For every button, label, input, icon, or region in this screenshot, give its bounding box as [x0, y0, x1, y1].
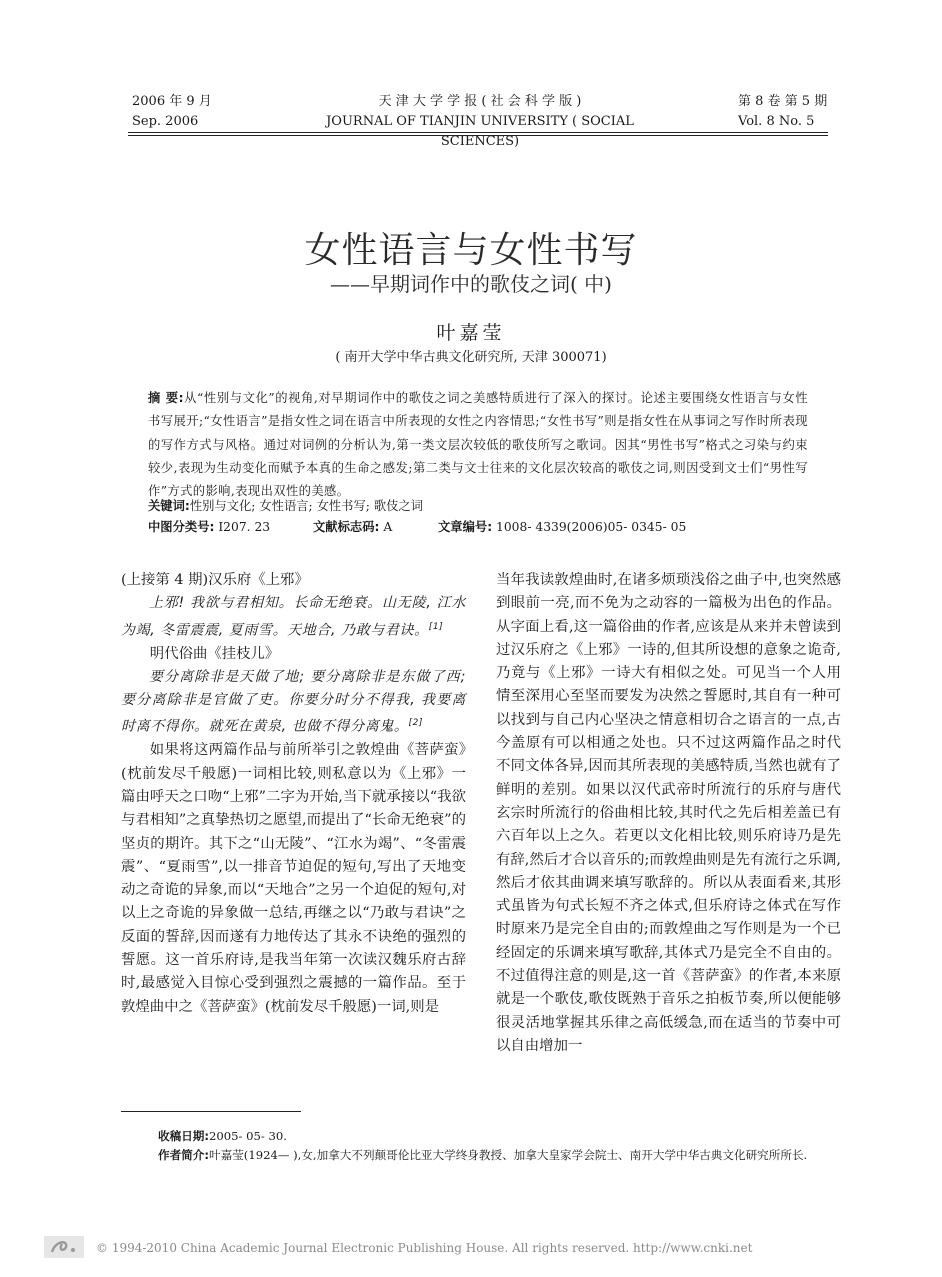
poem-shangye-text: 上邪! 我欲与君相知。长命无绝衰。山无陵, 江水为竭, 冬雷震震, 夏雨雪。天地合, 乃敢与君诀。: [121, 595, 466, 639]
citation-1: [1]: [428, 621, 444, 632]
header-date-cn: 2006 年 9 月: [132, 94, 212, 109]
poem-guazhier: [121, 666, 466, 740]
header-date-en: Sep. 2006: [132, 114, 199, 129]
document-code: [313, 517, 392, 535]
author-affiliation: ( 南开大学中华古典文化研究所, 天津 300071): [335, 350, 607, 365]
received-date: [158, 1128, 287, 1144]
keywords-label: 关键词:: [148, 499, 190, 513]
header-volume: [738, 92, 827, 132]
abstract: [148, 387, 808, 503]
received-value: 2005- 05- 30.: [209, 1129, 287, 1143]
clc-number: [148, 517, 270, 535]
clc-value: I207. 23: [218, 520, 271, 534]
article-title: 女性语言与女性书写: [304, 230, 638, 271]
header-journal-en: JOURNAL OF TIANJIN UNIVERSITY ( SOCIAL SCIENCES): [326, 114, 634, 149]
header-rule-double: [128, 135, 828, 136]
header-journal-cn: 天 津 大 学 学 报 ( 社 会 科 学 版 ): [378, 94, 582, 109]
poem-shangye: [121, 592, 466, 642]
section-heading-shangye: (上接第 4 期)汉乐府《上邪》: [121, 572, 309, 588]
header-journal: [300, 92, 660, 152]
abstract-text: 从“性别与文化”的视角,对早期词作中的歌伎之词之美感特质进行了深入的探讨。论述主要围绕女性语言与女性书写展开;“女性语言”是指女性之词在语言中所表现的女性之内容情思;“女性书写”则是指女性在从事词之写作时所表现的写作方式与风格。通过对词例的分析认为,第一类文层次较低的歌伎所写之歌词。因其“男性书写”格式之习染与约束较少,表现为生动变化而赋予本真的生命之感发;第二类与文士往来的文化层次较高的歌伎之词,则因受到文士们“男性写作”方式的影响,表现出双性的美感。: [148, 391, 808, 499]
keywords: [148, 496, 423, 514]
body-paragraph-continued: 当年我读敦煌曲时,在诸多烦琐浅俗之曲子中,也突然感到眼前一亮,而不免为之动容的一篇极为出色的作品。从字面上看,这一篇俗曲的作者,应该是从来并未曾读到过汉乐府之《上邪》一诗的,但其所设想的意象之诡奇,乃竟与《上邪》一诗大有相似之处。可见当一个人用情至深用心至坚而要发为决然之誓愿时,其自有一种可以找到与自己内心坚决之情意相切合之语言的一点,古今盖原有可以相通之处也。只不过这两篇作品之时代不同文体各异,因而其所表现的美感特质,当然也就有了鲜明的差别。如果以汉代武帝时所流行的乐府与唐代玄宗时所流行的俗曲相比较,其时代之先后相差盖已有六百年以上之久。若更以文化相比较,则乐府诗乃是先有辞,然后才合以音乐的;而敦煌曲则是先有流行之乐调,然后才依其曲调来填写歌辞的。所以从表面看来,其形式虽皆为句式长短不齐之体式,但乐府诗之体式在写作时原来乃是完全自由的;而敦煌曲之写作则是为一个已经固定的乐调来填写歌辞,其体式乃是完全不自由的。不过值得注意的则是,这一首《菩萨蛮》的作者,本来原就是一个歌伎,歌伎既熟于音乐之拍板节奏,所以便能够很灵活地掌握其乐律之高低缓急,而在适当的节奏中可以自由增加一: [496, 572, 841, 1054]
body-paragraph-comparison: 如果将这两篇作品与前所举引之敦煌曲《菩萨蛮》(枕前发尽千般愿)一词相比较,则私意以为《上邪》一篇由呼天之口吻“上邪”二字为开始,当下就承接以“我欲与君相知”之真挚热切之愿望,而提出了“长命无绝衰”的坚贞的期许。其下之“山无陵”、“江水为竭”、“冬雷震震”、“夏雨雪”,以一排音节迫促的短句,写出了天地变动之奇诡的异象,而以“天地合”之另一个迫促的短句,对以上之奇诡的异象做一总结,再继之以“乃敢与君诀”之反面的誓辞,因而遂有力地传达了其永不诀绝的强烈的誓愿。这一首乐府诗,是我当年第一次读汉魏乐府古辞时,最感觉入目惊心受到强烈之震撼的一篇作品。至于敦煌曲中之《菩萨蛮》(枕前发尽千般愿)一词,则是: [121, 742, 466, 1015]
art-label: 文章编号:: [438, 520, 493, 534]
article-subtitle: ——早期词作中的歌伎之词( 中): [330, 272, 612, 296]
received-label: 收稿日期:: [158, 1129, 210, 1143]
body-column-right: [496, 569, 841, 1058]
doc-value: A: [383, 520, 393, 534]
copyright-footer: © 1994-2010 China Academic Journal Electronic Publishing House. All rights reserved. http://www.cnki.net: [96, 1241, 753, 1255]
abstract-label: 摘 要:: [148, 391, 184, 405]
header-volume-cn: 第 8 卷 第 5 期: [738, 94, 828, 109]
footnote-rule: [121, 1111, 301, 1112]
poem-guazhier-text: 要分离除非是天做了地; 要分离除非是东做了西; 要分离除非是官做了吏。你要分时分不得我, 我要离时离不得你。就死在黄泉, 也做不得分离鬼。: [121, 668, 466, 736]
header-volume-en: Vol. 8 No. 5: [738, 114, 815, 129]
header-date: [132, 92, 212, 132]
article-number: [438, 517, 686, 535]
clc-label: 中图分类号:: [148, 520, 215, 534]
art-value: 1008- 4339(2006)05- 0345- 05: [496, 520, 687, 534]
bio-value: 叶嘉莹(1924— ),女,加拿大不列颠哥伦比亚大学终身教授、加拿大皇家学会院士、南开大学中华古典文化研究所所长.: [209, 1148, 808, 1162]
doc-label: 文献标志码:: [313, 520, 380, 534]
cnki-logo-icon: [44, 1236, 84, 1258]
header-rule: [128, 132, 828, 133]
author-name: 叶嘉莹: [436, 322, 506, 344]
citation-2: [2]: [408, 718, 424, 729]
section-heading-guazhier: 明代俗曲《挂枝儿》: [149, 645, 280, 662]
keywords-text: 性别与文化; 女性语言; 女性书写; 歌伎之词: [189, 499, 424, 513]
body-column-left: [121, 569, 466, 1019]
author-bio: [158, 1147, 807, 1163]
bio-label: 作者简介:: [158, 1148, 210, 1162]
